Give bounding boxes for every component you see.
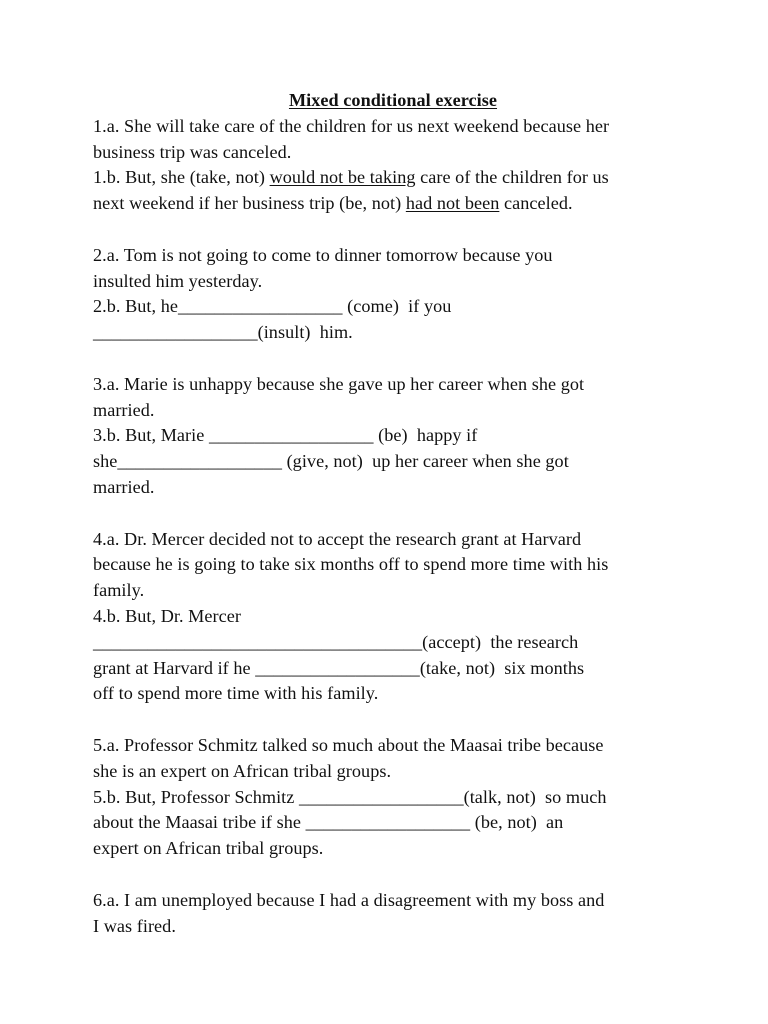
- spacer: [93, 501, 693, 527]
- question-3a-line-1: 3.a. Marie is unhappy because she gave up her career when she got: [93, 373, 585, 394]
- question-1b-answer-1: would not be taking: [269, 167, 416, 188]
- spacer: [93, 862, 693, 888]
- question-3b-line-3: married.: [93, 476, 155, 497]
- question-1b-line-2: [93, 191, 693, 217]
- question-3a-line-2: married.: [93, 399, 155, 420]
- question-6: [93, 888, 693, 940]
- question-2a-line-2: insulted him yesterday.: [93, 270, 263, 291]
- question-3b-line-2: she__________________ (give, not) up her career when she got: [93, 451, 569, 472]
- question-2: [93, 243, 693, 346]
- question-1b-line-1: [93, 165, 693, 191]
- question-5a-line-2: she is an expert on African tribal groups.: [93, 760, 392, 781]
- question-2b-line-2: __________________(insult) him.: [93, 322, 353, 343]
- question-4b-line-2: ____________________________________(accept) the research: [93, 631, 579, 652]
- question-2b-line-1: 2.b. But, he__________________ (come) if you: [93, 296, 452, 317]
- question-6a-line-2: I was fired.: [93, 915, 176, 936]
- question-1a-line-2: business trip was canceled.: [93, 141, 292, 162]
- worksheet-title: Mixed conditional exercise: [288, 90, 498, 110]
- question-1b-suffix: care of the children for us: [415, 167, 609, 188]
- question-3: [93, 372, 693, 501]
- question-1: [93, 114, 693, 217]
- question-4b-line-3: grant at Harvard if he __________________(take, not) six months: [93, 657, 585, 678]
- question-1b-line-2-prefix: next weekend if her business trip (be, not): [93, 193, 406, 214]
- spacer: [93, 707, 693, 733]
- question-6a-line-1: 6.a. I am unemployed because I had a disagreement with my boss and: [93, 889, 605, 910]
- question-5b-line-3: expert on African tribal groups.: [93, 838, 324, 859]
- question-4b-line-1: 4.b. But, Dr. Mercer: [93, 605, 241, 626]
- question-4a-line-1: 4.a. Dr. Mercer decided not to accept the research grant at Harvard: [93, 528, 582, 549]
- question-4a-line-2: because he is going to take six months off to spend more time with his: [93, 554, 609, 575]
- question-1b-line-2-suffix: canceled.: [499, 193, 573, 214]
- question-4b-line-4: off to spend more time with his family.: [93, 683, 379, 704]
- worksheet-page: [93, 88, 693, 939]
- question-5a-line-1: 5.a. Professor Schmitz talked so much about the Maasai tribe because: [93, 734, 604, 755]
- question-1b-answer-2: had not been: [405, 193, 500, 214]
- question-2a-line-1: 2.a. Tom is not going to come to dinner tomorrow because you: [93, 244, 553, 265]
- question-3b-line-1: 3.b. But, Marie __________________ (be) happy if: [93, 425, 478, 446]
- question-1b-prefix: 1.b. But, she (take, not): [93, 167, 270, 188]
- question-4a-line-3: family.: [93, 580, 145, 601]
- spacer: [93, 217, 693, 243]
- spacer: [93, 346, 693, 372]
- question-1a-line-1: 1.a. She will take care of the children for us next weekend because her: [93, 115, 610, 136]
- question-5b-line-2: about the Maasai tribe if she __________________ (be, not) an: [93, 812, 564, 833]
- question-5: [93, 733, 693, 862]
- question-4: [93, 527, 693, 708]
- question-5b-line-1: 5.b. But, Professor Schmitz __________________(talk, not) so much: [93, 786, 607, 807]
